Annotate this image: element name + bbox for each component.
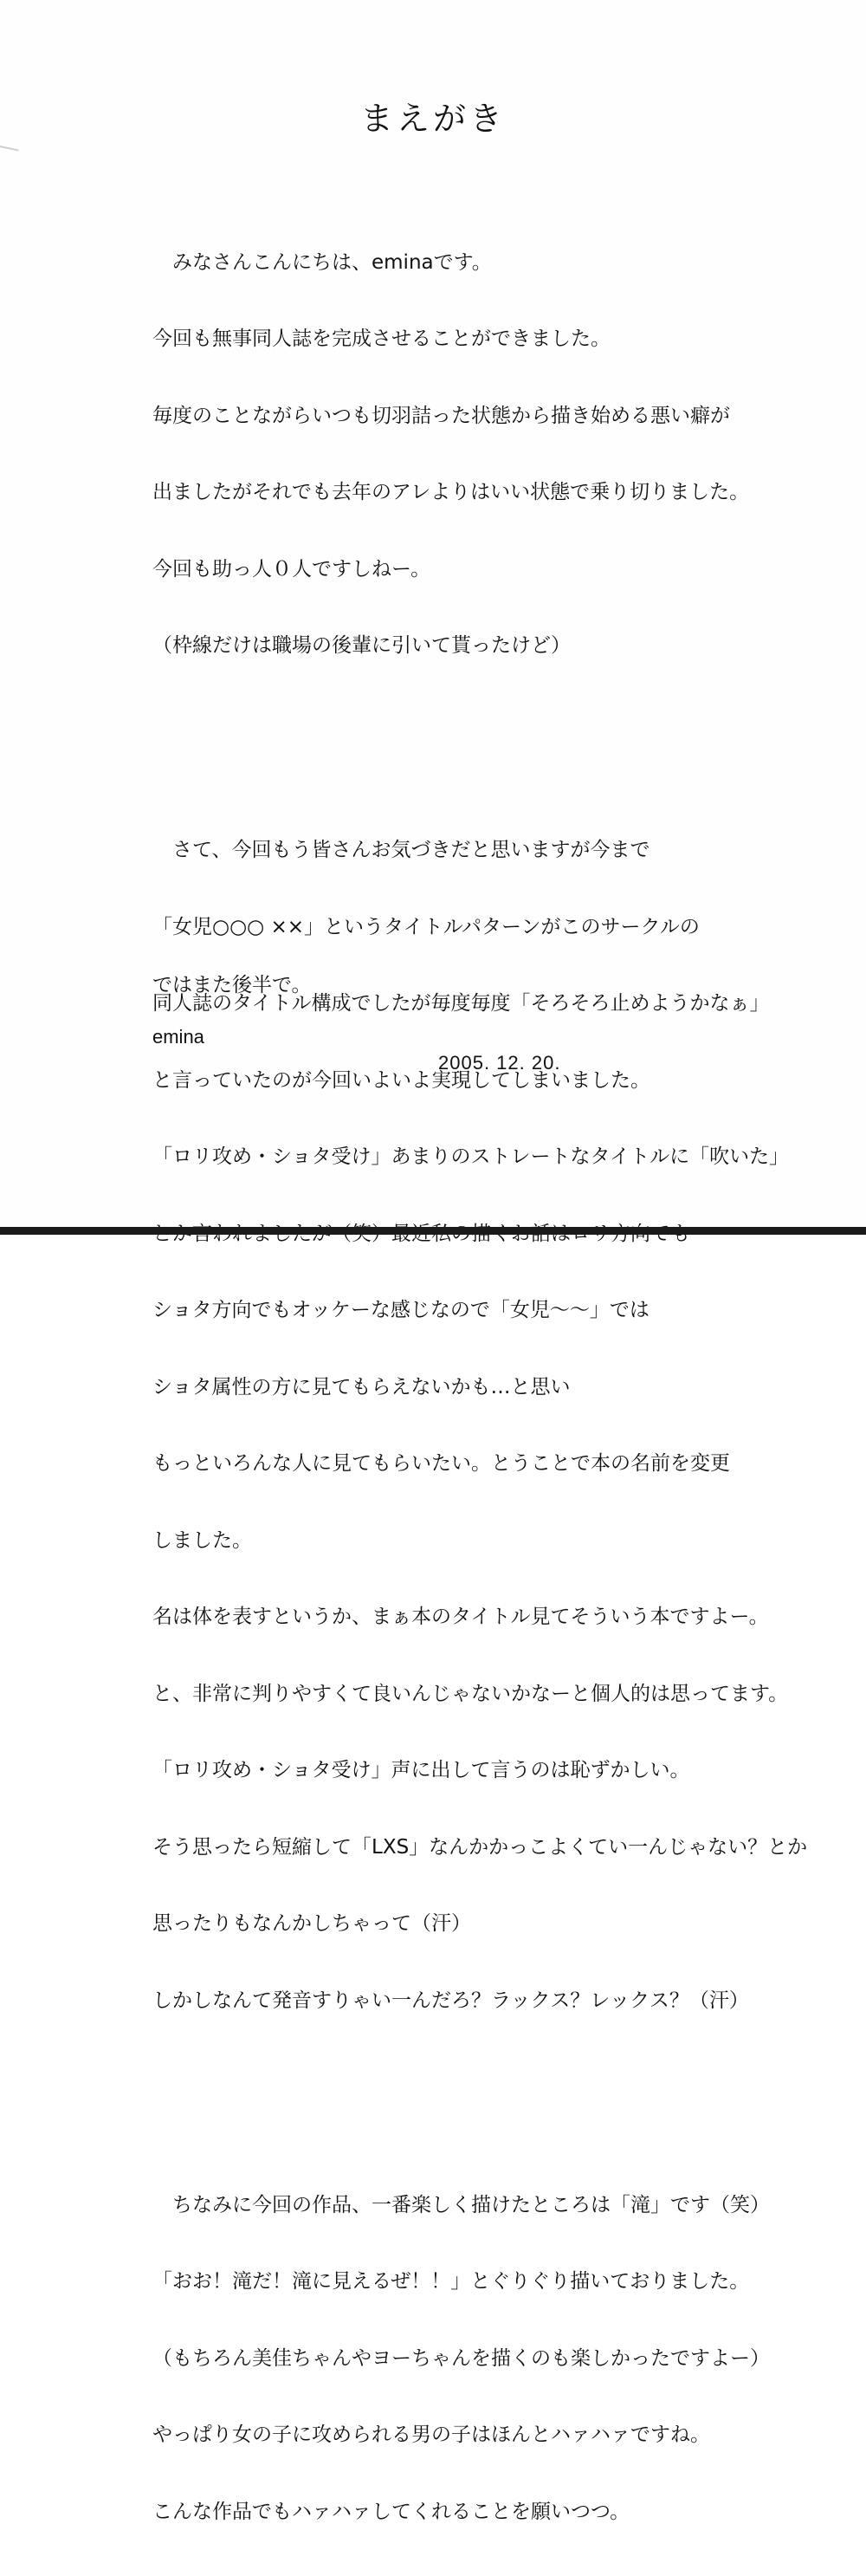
page-title: まえがき (359, 100, 506, 138)
text-line: 今回も無事同人誌を完成させることができました。 (152, 328, 611, 350)
text-line: 出ましたがそれでも去年のアレよりはいい状態で乗り切りました。 (152, 481, 750, 503)
paragraph-gap (152, 711, 793, 736)
text-line: しかしなんて発音すりゃい一んだろ？ラックス？レックス？（汗） (152, 1989, 749, 2012)
text-line: 「おお！滝だ！滝に見えるぜ！！」とぐりぐり描いておりました。 (152, 2270, 750, 2293)
text-line: と言っていたのが今回いよいよ実現してしまいました。 (152, 1068, 650, 1092)
closing-line: ではまた後半で。 (152, 974, 312, 996)
scan-edge (0, 1227, 866, 1235)
body-text (152, 173, 808, 2576)
text-line: 「ロリ攻め・ショタ受け」あまりのストレートなタイトルに「吹いた」 (152, 1145, 790, 1168)
paragraph-gap (152, 2065, 793, 2091)
text-line: 「女児○○○ ××」というタイトルパターンがこのサークルの (152, 915, 700, 938)
text-line: 名は体を表すというか、まぁ本のタイトル見てそういう本ですよー。 (152, 1606, 769, 1628)
text-line: 毎度のことながらいつも切羽詰った状態から描き始める悪い癖が (152, 404, 730, 427)
scan-mark (0, 146, 19, 152)
text-line: 今回も助っ人０人ですしねー。 (152, 557, 431, 581)
date-line: 2005. 12. 20. (438, 1052, 561, 1074)
text-line: やっぱり女の子に攻められる男の子はほんとハァハァですね。 (152, 2424, 710, 2446)
text-line: （もちろん美佳ちゃんやヨーちゃんを描くのも楽しかったですよー） (152, 2346, 770, 2370)
text-line: こんな作品でもハァハァしてくれることを願いつつ。 (152, 2500, 630, 2523)
text-line: ちなみに今回の作品、一番楽しく描けたところは「滝」です（笑） (152, 2193, 770, 2216)
text-line: と、非常に判りやすくて良いんじゃないかなーと個人的は思ってます。 (152, 1682, 789, 1705)
text-line: ショタ方向でもオッケーな感じなので「女児～～」では (152, 1299, 650, 1321)
text-line: （枠線だけは職場の後輩に引いて貰ったけど） (152, 634, 571, 657)
text-line: みなさんこんにちは、eminaです。 (152, 250, 492, 274)
text-line: さて、今回もう皆さんお気づきだと思いますが今まで (152, 839, 650, 861)
text-line: ショタ属性の方に見てもらえないかも…と思い (152, 1375, 571, 1398)
text-line: 同人誌のタイトル構成でしたが毎度毎度「そろそろ止めようかなぁ」 (152, 992, 770, 1015)
author-signature: emina (152, 1026, 204, 1048)
text-line: もっといろんな人に見てもらいたい。とうことで本の名前を変更 (152, 1452, 730, 1475)
text-line: そう思ったら短縮して「LXS」なんかかっこよくてい一んじゃない？とか (152, 1835, 808, 1859)
text-line: 思ったりもなんかしちゃって（汗） (152, 1912, 471, 1935)
text-line: しました。 (152, 1528, 252, 1552)
text-line: 「ロリ攻め・ショタ受け」声に出して言うのは恥ずかしい。 (152, 1759, 690, 1781)
